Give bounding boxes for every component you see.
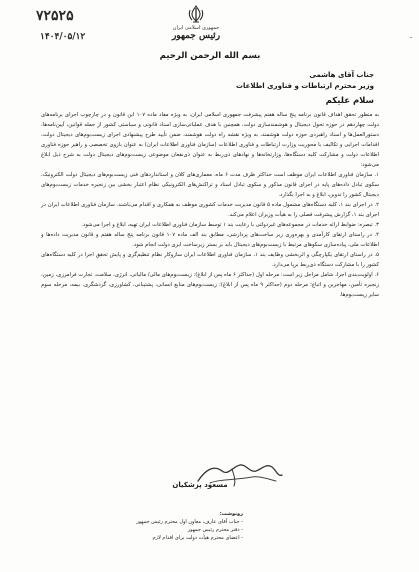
letterhead-office: رئیس جمهور bbox=[171, 31, 221, 41]
reference-number: ۷۲۵۲۵ bbox=[36, 8, 74, 24]
margin-mark: ـ bbox=[410, 32, 413, 40]
iran-emblem-icon bbox=[186, 4, 206, 24]
letterhead-country: جمهوری اسلامی ایران bbox=[172, 25, 220, 31]
body-item-1: ۱. سازمان فناوری اطلاعات ایران موظف است حداکثر ظرف مدت ۶ ماه، معماری‌های کلان و استانداردهای فنی زیست‌بوم‌های دیجیتال دولت الکترونیک، سکوی تبادل داده‌های پایه در اجرای قانون مذکور و سکوی تبادل اسناد و تراکنش‌های الکترونیکی نظام اعتبار بخشی بین زنجیره خدمات زیست‌بوم‌های دیجیتال کشور را تدوین، ابلاغ و به اجرا بگذارد. bbox=[41, 172, 379, 198]
body-item-5: ۵. در راستای ارتقای یکپارچگی و اثربخشی وظایف بند ۱، سازمان فناوری اطلاعات ایران سازوکار نظام تنظیم‌گری و پایش تحقق اجرا در کلیه دستگاه‌های کشور را با مشارکت دستگاه ذی‌ربط برپا می‌دارد. bbox=[41, 252, 379, 268]
letter-body bbox=[41, 110, 379, 300]
cc-list bbox=[65, 518, 243, 542]
letterhead bbox=[150, 25, 242, 42]
cc-label: رونوشت: bbox=[219, 511, 243, 517]
body-item-2: ۲. در اجرای بند ۱، کلیه دستگاه‌های مشمول ماده ۵ قانون مدیریت خدمات کشوری موظف به همکاری و اقدام می‌باشند. سازمان فناوری اطلاعات ایران در اجرای بند ۱، گزارش پیشرفت فصلی را به هیأت وزیران اعلام می‌کند. bbox=[41, 202, 379, 218]
body-item-6: ۶. اولویت‌بندی اجرا، شامل مراحل زیر است: مرحله اول (حداکثر ۶ ماه پس از ابلاغ): زیست‌بوم‌های مالی/ مالیاتی، انرژی، سلامت، تجارت فرامرزی، زمین، زنجیره تأمین، مهاجرین و اتباع؛ مرحله دوم (حداکثر ۹ ماه پس از ابلاغ): زیست‌بوم‌های منابع انسانی، پشتیبانی، کشاورزی، گردشگری، بیمه، مرحله سوم سایر زیست‌بوم‌ها. bbox=[41, 272, 379, 298]
reference-date: ۱۴۰۴/۰۵/۱۲ bbox=[40, 32, 86, 42]
body-item-3: ۳. تبصره: ضوابط ارائه خدمات در مجموعه‌های غیردولتی با رعایت بند ۱ توسط سازمان فناوری اطلاعات ایران تهیه، ابلاغ و اجرا می‌شود. bbox=[81, 222, 379, 228]
signer-name: مسعود پزشکیان bbox=[172, 481, 228, 489]
body-item-4: ۴. در راستای ارتقای کارآمدی و بهره‌وری زیر ساخت‌های پردازشی، مطابق بند الف ماده ۱۰۷ قانون برنامه پنج ساله هفتم و قانون مدیریت داده‌ها و اطلاعات ملی، پیاده‌سازی سکوهای مرتبط با زیست‌بوم‌های دیجیتال باید بر بستر زیرساخت ابری دولت انجام شود. bbox=[41, 232, 379, 248]
cc-item: - اعضای محترم هیأت دولت برای اقدام لازم bbox=[65, 534, 243, 542]
body-intro: به منظور تحقق اهداف قانون برنامه پنج ساله هفتم پیشرفت جمهوری اسلامی ایران، به ویژه مفاد ماده ۱۰۷ این قانون و در چارچوب اجرای برنامه‌های دولت چهاردهم در حوزه تحول دیجیتال و هوشمندسازی دولت، همچنین با هدف عملیاتی‌سازی اسناد قانونی و سیاستی کشور از جمله قوانین، آیین‌نامه‌ها، دستورالعمل‌ها و اسناد راهبردی حوزه دولت هوشمند، به ویژه نقشه راه دولت هوشمند، ضمن تأیید طرح پیشنهادی اجرای زیست‌بوم‌های دیجیتال دولت، اقدامات اجرایی و تکالیف با محوریت وزارت ارتباطات و فناوری اطلاعات (سازمان فناوری اطلاعات ایران) به عنوان بازوی تخصصی و راهبر حوزه فناوری اطلاعات دولت و مشارکت کلیه دستگاه‌ها، وزارتخانه‌ها و نهادهای ذی‌ربط به عنوان ذی‌نفعان موضوعی زیست‌بوم‌های دیجیتال دولت به شرح ذیل ابلاغ می‌شود: bbox=[41, 112, 379, 168]
cc-item: - دفتر محترم رئیس جمهور bbox=[65, 526, 243, 534]
cc-item: - جناب آقای عارف، معاون اول محترم رئیس جمهور bbox=[65, 518, 243, 526]
salutation: سلام علیکم bbox=[325, 96, 374, 106]
basmala: بسم الله الرحمن الرحیم bbox=[159, 51, 261, 61]
cc-block bbox=[65, 510, 243, 542]
addressee-title: وزیر محترم ارتباطات و فناوری اطلاعات bbox=[235, 82, 374, 90]
addressee-name: جناب آقای هاشمی bbox=[309, 71, 374, 79]
addressee-block bbox=[44, 70, 374, 92]
